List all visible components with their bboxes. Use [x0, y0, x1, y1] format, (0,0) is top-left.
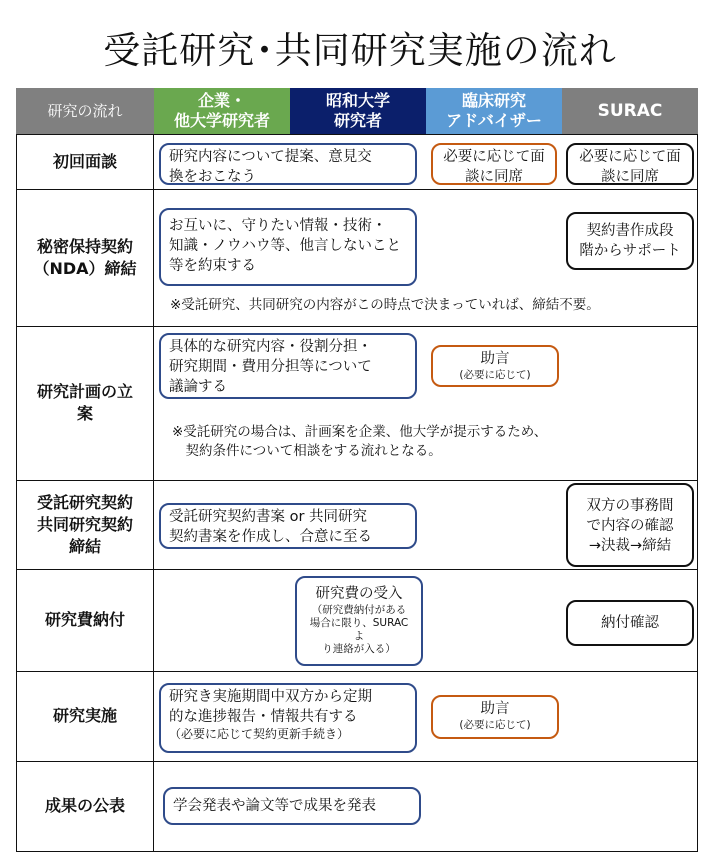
- stage-publish: 成果の公表: [44, 796, 125, 815]
- research-company-sub: （必要に応じて契約更新手続き）: [169, 727, 350, 741]
- contract-company-box: 受託研究契約書案 or 共同研究 契約書案を作成し、合意に至る: [159, 503, 417, 549]
- page-title: 受託研究･共同研究実施の流れ: [103, 29, 617, 72]
- stage-first-meeting: 初回面談: [52, 151, 117, 171]
- header-showa: 昭和大学 研究者: [290, 88, 426, 134]
- contract-surac-box: 双方の事務間 で内容の確認 →決裁→締結: [566, 483, 694, 567]
- stage-payment: 研究費納付: [44, 610, 125, 629]
- header-company: 企業・ 他大学研究者: [154, 88, 290, 134]
- row-divider: [16, 851, 698, 852]
- first-surac-box: 必要に応じて面 談に同席: [566, 143, 694, 185]
- stage-contract: 受託研究契約 共同研究契約 締結: [36, 492, 133, 556]
- payment-showa-label: 研究費の受入: [315, 586, 403, 602]
- stage-plan: 研究計画の立 案: [36, 382, 133, 423]
- nda-note: ※受託研究、共同研究の内容がこの時点で決まっていれば、締結不要。: [170, 297, 600, 313]
- stage-nda: 秘密保持契約 （NDA）締結: [33, 236, 137, 278]
- payment-showa-box: [295, 576, 423, 666]
- plan-note: ※受託研究の場合は、計画案を企業、他大学が提示するため、 契約条件について相談をする流れとなる。: [172, 424, 548, 459]
- research-advisor-label: 助言: [480, 701, 510, 717]
- research-company-label: 研究き実施期間中双方から定期 的な進捗報告・情報共有する: [169, 689, 372, 725]
- first-company-box: 研究内容について提案、意見交 換をおこなう: [159, 143, 417, 185]
- table-border-right: [697, 134, 698, 851]
- research-advisor-box: [431, 695, 559, 739]
- plan-company-box: 具体的な研究内容・役割分担・ 研究期間・費用分担等について 議論する: [159, 333, 417, 399]
- stage-research: 研究実施: [52, 706, 117, 725]
- header-surac: SURAC: [562, 88, 698, 134]
- plan-advisor-label: 助言: [480, 351, 510, 367]
- payment-showa-sub: （研究費納付がある 場合に限り、SURACよ り連絡が入る）: [309, 604, 409, 655]
- payment-surac-box: 納付確認: [566, 600, 694, 646]
- plan-advisor-sub: (必要に応じて): [459, 369, 531, 381]
- research-company-box: [159, 683, 417, 753]
- plan-advisor-box: [431, 345, 559, 387]
- nda-surac-box: 契約書作成段 階からサポート: [566, 212, 694, 270]
- header-advisor: 臨床研究 アドバイザー: [426, 88, 562, 134]
- header-stage: 研究の流れ: [16, 88, 154, 134]
- research-advisor-sub: (必要に応じて): [459, 719, 531, 731]
- publish-company-box: 学会発表や論文等で成果を発表: [163, 787, 421, 825]
- first-advisor-box: 必要に応じて面 談に同席: [431, 143, 557, 185]
- nda-company-box: お互いに、守りたい情報・技術・ 知識・ノウハウ等、他言しないこと 等を約束する: [159, 208, 417, 286]
